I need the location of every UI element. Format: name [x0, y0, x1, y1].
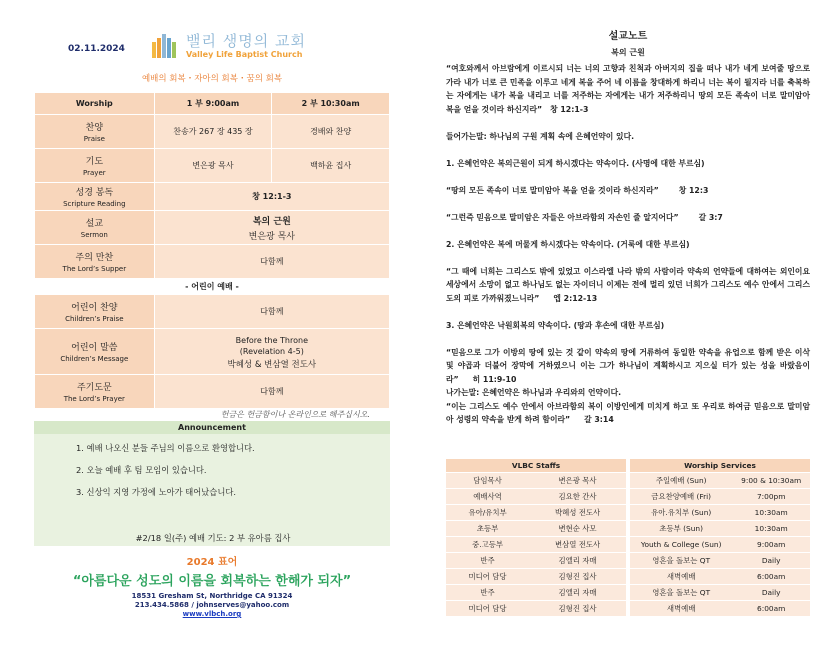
- slogan: 예배의 회복・자아의 회복・꿈의 회복: [141, 74, 283, 84]
- table-row: [35, 329, 390, 375]
- service1-header: 1 부 9:00am: [154, 93, 272, 115]
- notes-quote: “믿음으로 그가 이방의 땅에 있는 것 같이 약속의 땅에 거류하여 동일한 약속을 유업으로 함께 받은 이삭 및 야곱과 더불어 장막에 거하였으니 이는 그가 하나님이 계획하시고 지으실 터가 있는 성을 바랐음이라” 히 11:9-10: [446, 347, 810, 384]
- announcement-box: [34, 421, 390, 546]
- staff-title: VLBC Staffs: [446, 459, 626, 472]
- notes-intro: 들어가는말: 하나님의 구원 계획 속에 은혜언약이 있다.: [446, 131, 635, 141]
- row-label: 성경 봉독 Scripture Reading: [35, 183, 155, 211]
- table-row: 반주 김엘리 자매: [446, 552, 626, 568]
- notes-point2: 2. 은혜언약은 복에 머물게 하시겠다는 약속이다. (거룩에 대한 부르심): [446, 239, 690, 249]
- sermon-title: 복의 근원: [252, 216, 291, 227]
- services-table: [630, 459, 810, 616]
- bulletin-left-column: [34, 28, 390, 619]
- table-row: 미디어 담당 김형진 집사: [446, 568, 626, 584]
- prayer-service2: 백하윤 집사: [272, 149, 390, 183]
- list-item: 3. 신상익 지영 가정에 노아가 태어났습니다.: [76, 487, 236, 497]
- church-name-korean: 밸리 생명의 교회: [186, 32, 306, 50]
- address: 18531 Gresham St, Northridge CA 91324: [131, 592, 293, 600]
- table-row: 중.고등부 변삼열 전도사: [446, 536, 626, 552]
- supper-value: 다함께: [154, 245, 389, 279]
- offering-note: 헌금은 헌금함이나 온라인으로 해주십시오.: [220, 410, 370, 419]
- church-name-english: Valley Life Baptist Church: [186, 50, 303, 59]
- table-row: 유아.유치부 (Sun) 10:30am: [630, 504, 810, 520]
- notes-closing: 나가는말: 은혜언약은 하나님과 우리와의 언약이다.: [446, 388, 622, 397]
- table-row: 초등부 (Sun) 10:30am: [630, 520, 810, 536]
- notes-point1: 1. 은혜언약은 복의근원이 되게 하시겠다는 약속이다. (사명에 대한 부르심): [446, 158, 705, 168]
- services-title: Worship Services: [630, 459, 810, 472]
- table-row: 담임목사 변은광 목사: [446, 472, 626, 488]
- sermon-preacher: 변은광 목사: [248, 231, 295, 242]
- info-tables: [446, 459, 810, 616]
- table-row: 금요찬양예배 (Fri) 7:00pm: [630, 488, 810, 504]
- table-row: 주일예배 (Sun) 9:00 & 10:30am: [630, 472, 810, 488]
- notes-quote: “땅의 모든 족속이 너로 말미암아 복을 얻을 것이라 하신지라” 창 12:3: [446, 185, 709, 195]
- row-label: 어린이 말씀 Children’s Message: [35, 329, 155, 375]
- notes-subtitle: 복의 근원: [611, 47, 645, 57]
- table-row: [35, 115, 390, 149]
- table-row: 반주 김엘리 자매: [446, 584, 626, 600]
- row-label: 주기도문 The Lord’s Prayer: [35, 375, 155, 409]
- praise-service2: 경배와 찬양: [272, 115, 390, 149]
- notes-paragraph: “여호와께서 아브람에게 이르시되 너는 너의 고향과 친척과 아버지의 집을 떠나 내가 네게 보여줄 땅으로 가라 내가 너로 큰 민족을 이루고 네게 복을 주어 네 이름을 창대하게 하리니 너는 복이 될지라 너를 축복하는 자에게는 내가 복을 내리고 너를 저주하는 자에게는 내가 저주하리니 땅의 모든 족속이 너로 말미암아 복을 얻을 것이라 하신지라” 창 12:1-3: [446, 64, 810, 114]
- prayer-schedule: #2/18 일(주) 예배 기도: 2 부 유아름 집사: [135, 533, 291, 543]
- children-section-title: - 어린이 예배 -: [35, 279, 390, 295]
- table-row: 미디어 담당 김형진 집사: [446, 600, 626, 616]
- table-row: 영혼을 돌보는 QT Daily: [630, 584, 810, 600]
- table-row: 새벽예배 6:00am: [630, 568, 810, 584]
- row-label: 어린이 찬양 Children’s Praise: [35, 295, 155, 329]
- table-row: 영혼을 돌보는 QT Daily: [630, 552, 810, 568]
- row-label: 주의 만찬 The Lord’s Supper: [35, 245, 155, 279]
- announcement-title: Announcement: [34, 421, 390, 434]
- table-row: 예배사역 김요한 간사: [446, 488, 626, 504]
- row-label: 찬양 Praise: [35, 115, 155, 149]
- service2-header: 2 부 10:30am: [272, 93, 390, 115]
- table-row: [35, 245, 390, 279]
- row-label: 기도 Prayer: [35, 149, 155, 183]
- sermon-value: [154, 211, 389, 245]
- children-praise-value: 다함께: [154, 295, 389, 329]
- church-logo-icon: [150, 32, 178, 60]
- row-label: 설교 Sermon: [35, 211, 155, 245]
- list-item: 2. 오늘 예배 후 팀 모임이 있습니다.: [76, 465, 207, 475]
- table-row: [35, 375, 390, 409]
- lords-prayer-value: 다함께: [154, 375, 389, 409]
- scripture-value: 창 12:1-3: [154, 183, 389, 211]
- notes-point3: 3. 은혜언약은 낙원회복의 약속이다. (땅과 후손에 대한 부르심): [446, 320, 665, 330]
- table-row: [35, 183, 390, 211]
- table-row: [35, 211, 390, 245]
- notes-quote: “그 때에 너희는 그리스도 밖에 있었고 이스라엘 나라 밖의 사람이라 약속의 언약들에 대하여는 외인이요 세상에서 소망이 없고 하나님도 없는 자이더니 이제는 전에 멀리 있던 너희가 그리스도 예수 안에서 그리스도의 피로 가까워졌느니라” 엡 2:12-13: [446, 266, 810, 303]
- notes-quote: “이는 그리스도 예수 안에서 아브라함의 복이 이방인에게 미치게 하고 또 우리로 하여금 믿음으로 말미암아 성령의 약속을 받게 하려 함이라” 갈 3:14: [446, 401, 810, 424]
- notes-title: 설교노트: [608, 31, 648, 42]
- table-row: [35, 149, 390, 183]
- sermon-notes: [446, 30, 810, 427]
- table-row: Youth & College (Sun) 9:00am: [630, 536, 810, 552]
- table-row: 초등부 변현순 사모: [446, 520, 626, 536]
- table-row: 유아/유치부 박혜성 전도사: [446, 504, 626, 520]
- staff-table: [446, 459, 626, 616]
- prayer-service1: 변은광 목사: [154, 149, 272, 183]
- list-item: 1. 예배 나오신 분들 주님의 이름으로 환영합니다.: [76, 443, 255, 453]
- notes-quote: “그런즉 믿음으로 말미암은 자들은 아브라함의 자손인 줄 알지어다” 갈 3:7: [446, 212, 723, 222]
- motto-text: “아름다운 성도의 이름을 회복하는 한해가 되자”: [72, 574, 352, 589]
- bulletin-header: [34, 28, 390, 64]
- children-message-value: Before the Throne (Revelation 4-5) 박혜성 & 변삼열 전도사: [154, 329, 389, 375]
- worship-order-table: [34, 92, 390, 409]
- table-row: 새벽예배 6:00am: [630, 600, 810, 616]
- table-row: [35, 295, 390, 329]
- worship-table-header: [35, 93, 390, 115]
- phone-email: 213.434.5868 / johnserves@yahoo.com: [134, 601, 290, 609]
- bulletin-date: 02.11.2024: [68, 44, 125, 54]
- contact-info: [34, 592, 390, 619]
- motto-year: 2024 표어: [186, 557, 238, 568]
- praise-service1: 찬송가 267 장 435 장: [154, 115, 272, 149]
- worship-col-header: Worship: [35, 93, 155, 115]
- website-link[interactable]: www.vlbch.org: [182, 610, 242, 618]
- announcement-body: [34, 434, 390, 546]
